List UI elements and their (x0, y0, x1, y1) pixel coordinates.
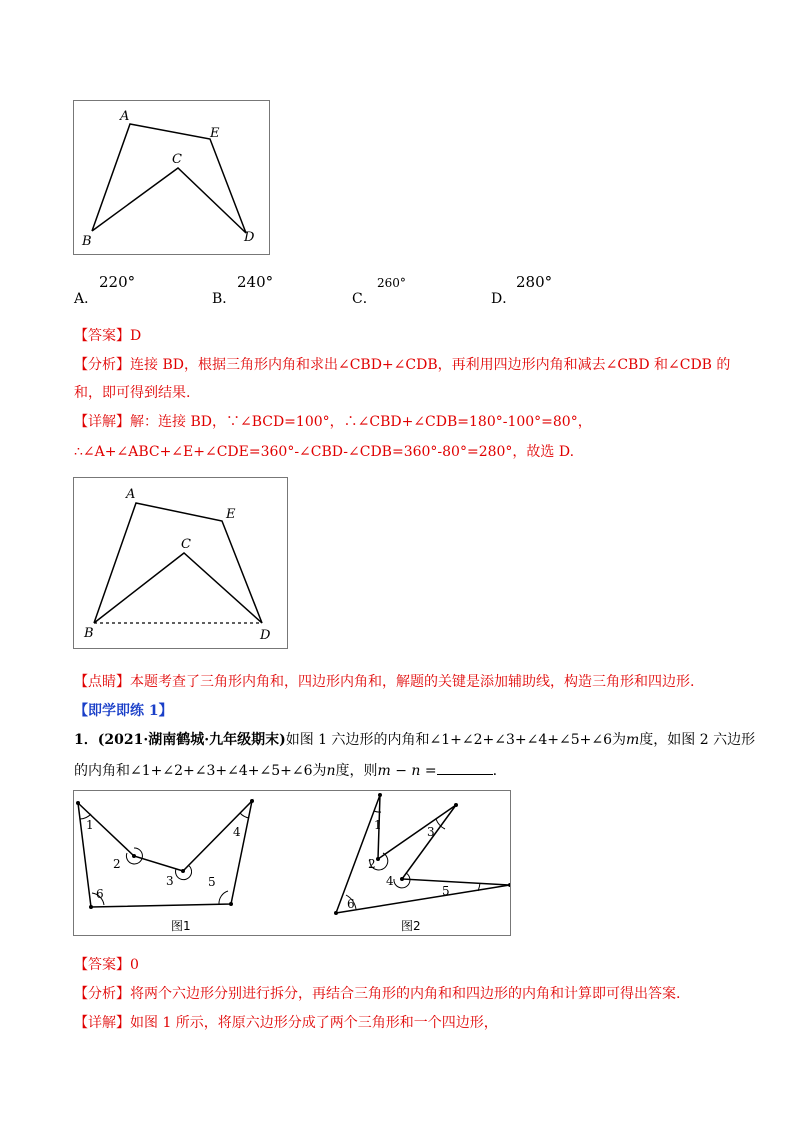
question-source: (2021·湖南鹤城·九年级期末) (97, 732, 286, 748)
figure-3 (73, 790, 511, 936)
detail-tag: 【详解】 (74, 414, 130, 430)
question-text-1b: 为 (612, 732, 627, 748)
question-end: . (492, 763, 498, 779)
option-a-value: 220° (99, 273, 136, 291)
figure-2-diagram (74, 478, 287, 648)
answer2-value: 0 (130, 957, 139, 973)
option-c-letter: C． (352, 291, 377, 307)
question-text-2a: 的内角和 (74, 763, 130, 779)
fig1-angle-2: 2 (113, 857, 121, 871)
option-d-letter: D． (491, 291, 517, 307)
label-d: D (260, 628, 271, 643)
detail2-text: 如图 1 所示，将原六边形分成了两个三角形和一个四边形， (130, 1015, 498, 1031)
label-b: B (84, 626, 94, 641)
question-var-m: m (626, 732, 640, 748)
question-line-1 (74, 730, 755, 750)
analysis2-text: 将两个六边形分别进行拆分，再结合三角形的内角和和四边形的内角和计算即可得出答案. (130, 986, 681, 1002)
question-number: 1． (74, 732, 98, 748)
fig2-angle-3: 3 (427, 825, 435, 839)
analysis-tag: 【分析】 (74, 357, 130, 373)
comment-tag: 【点睛】 (74, 674, 130, 690)
question-text-2c: 度，则 (335, 763, 378, 779)
option-c-value: 260° (377, 276, 406, 290)
question-expr-2: ∠1+∠2+∠3+∠4+∠5+∠6 (130, 763, 313, 779)
figure-1 (73, 100, 270, 255)
fig2-caption: 图2 (401, 919, 421, 933)
option-a-letter: A． (74, 291, 99, 307)
question-text-2b: 为 (312, 763, 327, 779)
figure-3-diagram (74, 791, 510, 935)
option-d-value: 280° (516, 273, 553, 291)
analysis2-line (74, 984, 680, 1004)
detail-line-2: ∴∠A+∠ABC+∠E+∠CDE=360°-∠CBD-∠CDB=360°-80°=280°，故选 D. (74, 444, 575, 460)
label-c: C (181, 537, 191, 552)
option-b-letter: B． (212, 291, 237, 307)
detail2-line (74, 1013, 498, 1033)
answer-line (74, 326, 141, 346)
option-b-value: 240° (237, 273, 274, 291)
question-expr-1: ∠1+∠2+∠3+∠4+∠5+∠6 (429, 732, 613, 748)
analysis2-tag: 【分析】 (74, 986, 130, 1002)
answer-tag: 【答案】 (74, 328, 130, 344)
answer2-tag: 【答案】 (74, 957, 130, 973)
comment-text: 本题考查了三角形内角和，四边形内角和，解题的关键是添加辅助线，构造三角形和四边形. (130, 674, 695, 690)
detail-text-1: 解：连接 BD，∵∠BCD=100°，∴∠CBD+∠CDB=180°-100°=80°， (130, 414, 592, 430)
analysis-line-2: 和，即可得到结果. (74, 385, 191, 401)
fig1-angle-3: 3 (166, 874, 174, 888)
question-line-2 (74, 760, 497, 781)
question-text-1c: 度，如图 2 六边形 (639, 732, 756, 748)
fig2-angle-5: 5 (442, 884, 450, 898)
fig1-caption: 图1 (171, 919, 191, 933)
question-var-n: n (326, 763, 336, 779)
label-a: A (126, 487, 136, 502)
label-e: E (226, 507, 236, 522)
label-d: D (244, 230, 255, 245)
answer-value: D (130, 328, 142, 344)
question-ask: m − n = (377, 763, 437, 779)
fig1-angle-1: 1 (86, 818, 94, 832)
fig2-angle-2: 2 (368, 857, 376, 871)
comment-line (74, 672, 694, 692)
fig1-angle-4: 4 (233, 825, 241, 839)
practice-heading: 【即学即练 1】 (74, 703, 173, 719)
fig1-angle-6: 6 (96, 887, 104, 901)
detail-line-1 (74, 412, 592, 432)
label-c: C (172, 152, 182, 167)
figure-2 (73, 477, 288, 649)
fig2-angle-1: 1 (374, 818, 382, 832)
fig2-angle-4: 4 (386, 874, 394, 888)
label-b: B (82, 234, 92, 249)
fig1-angle-5: 5 (208, 875, 216, 889)
question-text-1a: 如图 1 六边形的内角和 (285, 732, 430, 748)
label-a: A (120, 109, 130, 124)
answer-blank (437, 760, 493, 775)
analysis-line-1 (74, 355, 730, 375)
analysis-text-1: 连接 BD，根据三角形内角和求出∠CBD+∠CDB，再利用四边形内角和减去∠CBD 和∠CDB 的 (130, 357, 731, 373)
detail2-tag: 【详解】 (74, 1015, 130, 1031)
label-e: E (210, 126, 220, 141)
figure-1-diagram (74, 101, 269, 254)
answer2-line (74, 955, 139, 975)
fig2-angle-6: 6 (347, 897, 355, 911)
